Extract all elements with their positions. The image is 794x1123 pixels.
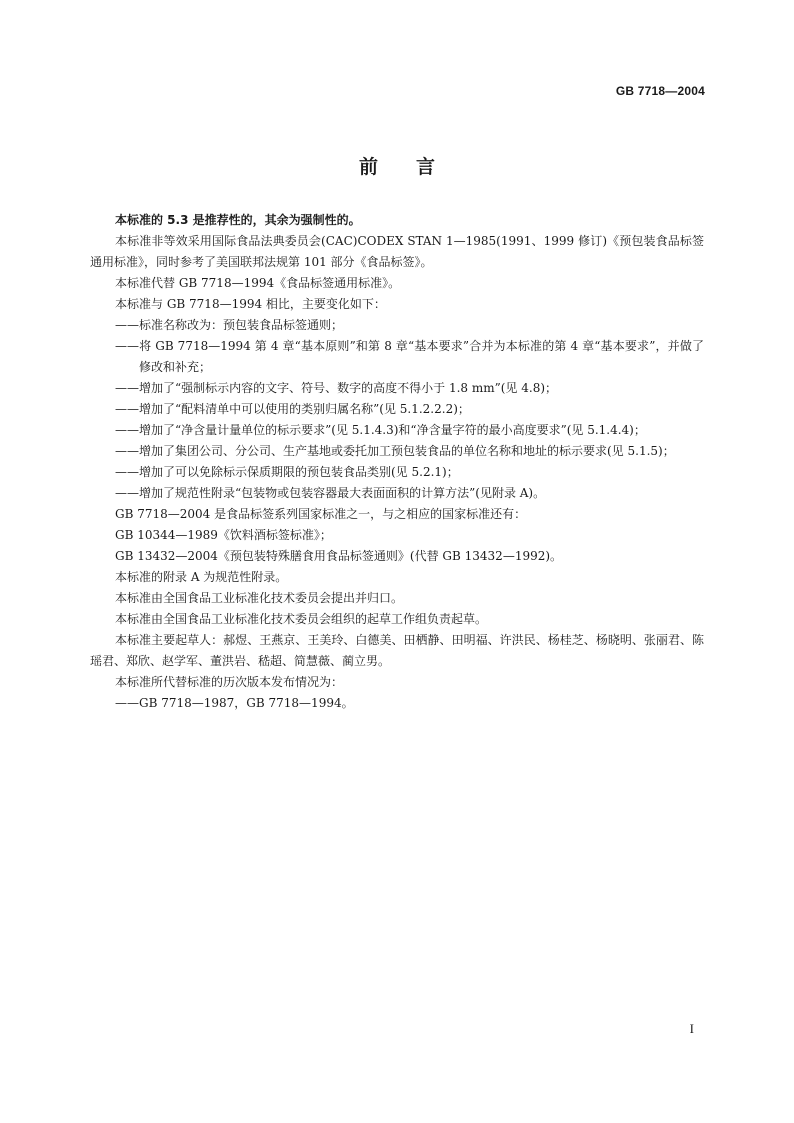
change-item: ——增加了“强制标示内容的文字、符号、数字的高度不得小于 1.8 mm”(见 4.8)；: [115, 381, 558, 395]
paragraph-series: GB 7718—2004 是食品标签系列国家标准之一，与之相应的国家标准还有：: [115, 507, 527, 521]
change-item: ——增加了集团公司、分公司、生产基地或委托加工预包装食品的单位名称和地址的标示要求(见 5.1.5)；: [115, 444, 675, 458]
change-item: ——增加了“净含量计量单位的标示要求”(见 5.1.4.3)和“净含量字符的最小高度要求”(见 5.1.4.4)；: [115, 423, 646, 437]
paragraph-drafters: 本标准主要起草人：郝煜、王燕京、王美玲、白德美、田栖静、田明福、许洪民、杨桂芝、杨晓明、张丽君、陈瑶君、郑欣、赵学军、董洪岩、嵇超、简慧薇、蔺立男。: [90, 633, 704, 668]
change-item: ——增加了可以免除标示保质期限的预包装食品类别(见 5.2.1)；: [115, 465, 459, 479]
change-item: ——增加了规范性附录“包装物或包装容器最大表面面积的计算方法”(见附录 A)。: [115, 486, 546, 500]
change-item: ——将 GB 7718—1994 第 4 章“基本原则”和第 8 章“基本要求”合并为本标准的第 4 章“基本要求”，并做了修改和补充；: [115, 339, 704, 374]
paragraph-replaces: 本标准代替 GB 7718—1994《食品标签通用标准》。: [115, 276, 401, 290]
foreword-body: [90, 210, 704, 714]
paragraph-recommended-clause: 本标准的 5.3 是推荐性的，其余为强制性的。: [115, 213, 361, 227]
change-item: ——增加了“配料清单中可以使用的类别归属名称”(见 5.1.2.2.2)；: [115, 402, 470, 416]
paragraph-proposer: 本标准由全国食品工业标准化技术委员会提出并归口。: [115, 591, 404, 605]
paragraph-changes-intro: 本标准与 GB 7718—1994 相比，主要变化如下：: [115, 297, 386, 311]
paragraph-drafting-group: 本标准由全国食品工业标准化技术委员会组织的起草工作组负责起草。: [115, 612, 488, 626]
paragraph-annex: 本标准的附录 A 为规范性附录。: [115, 570, 288, 584]
page-number: I: [689, 1021, 694, 1036]
related-standard: GB 13432—2004《预包装特殊膳食用食品标签通则》(代替 GB 13432—1992)。: [115, 549, 563, 563]
change-item: ——标准名称改为：预包装食品标签通则；: [115, 318, 344, 332]
page-title: 前言: [358, 156, 473, 178]
paragraph-history-intro: 本标准所代替标准的历次版本发布情况为：: [115, 675, 344, 689]
history-item: ——GB 7718—1987，GB 7718—1994。: [115, 696, 354, 710]
related-standard: GB 10344—1989《饮料酒标签标准》；: [115, 528, 332, 542]
standard-number: GB 7718—2004: [615, 84, 705, 98]
paragraph-adoption: 本标准非等效采用国际食品法典委员会(CAC)CODEX STAN 1—1985(1991、1999 修订)《预包装食品标签通用标准》，同时参考了美国联邦法规第 101 部分《食品标签》。: [90, 234, 704, 269]
